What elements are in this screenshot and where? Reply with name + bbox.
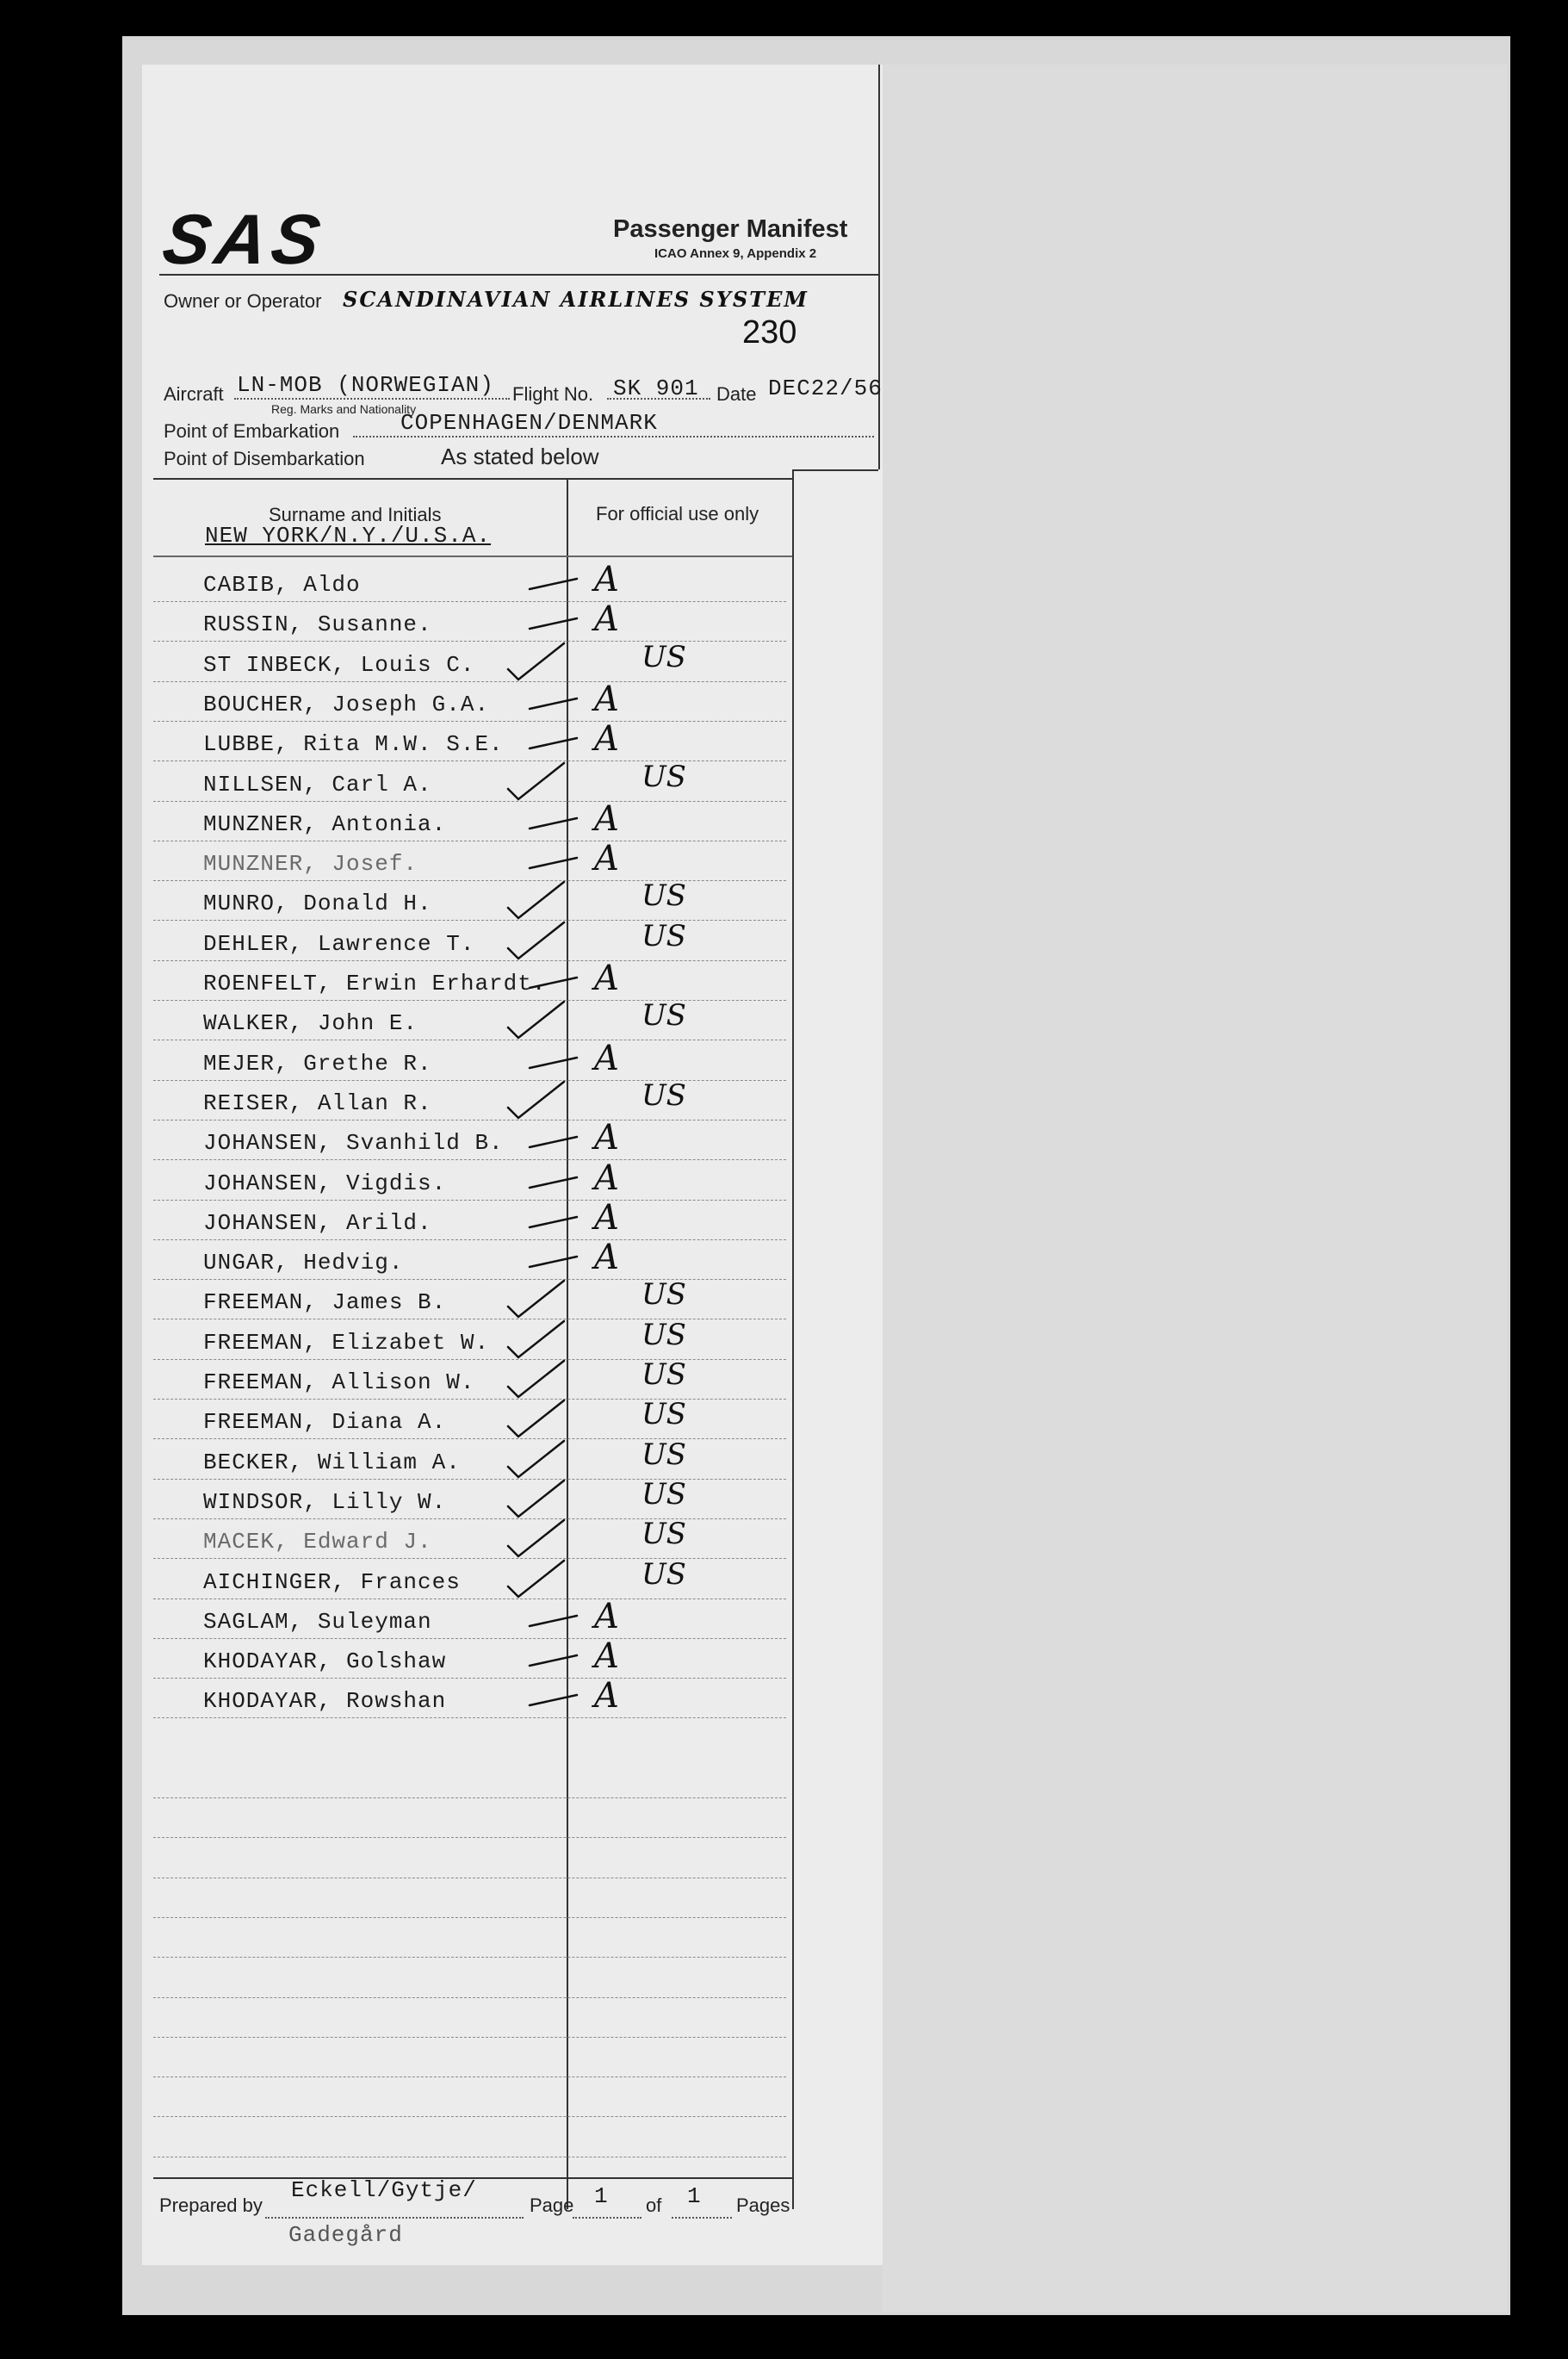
row-rule (153, 1518, 786, 1519)
row-rule (153, 1080, 786, 1081)
owner-value: SCANDINAVIAN AIRLINES SYSTEM (343, 287, 809, 312)
pages-label: Pages (736, 2194, 790, 2216)
row-rule (153, 1638, 786, 1639)
aircraft-dotline (234, 398, 510, 400)
official-mark: A (594, 1596, 619, 1636)
passenger-name: RUSSIN, Susanne. (203, 611, 432, 638)
empty-row-rule (153, 1837, 786, 1838)
flight-dotline (607, 398, 710, 400)
official-mark: US (641, 1397, 686, 1432)
owner-label: Owner or Operator (164, 290, 322, 312)
check-mark-icon (482, 1400, 586, 1443)
passenger-name: BOUCHER, Joseph G.A. (203, 691, 490, 717)
of-value: 1 (687, 2183, 702, 2209)
official-mark: US (641, 1077, 686, 1113)
manifest-title: Passenger Manifest (613, 215, 848, 243)
passenger-name: ROENFELT, Erwin Erhardt. (203, 971, 547, 996)
of-label: of (646, 2194, 662, 2216)
date-value: DEC22/56 (768, 376, 883, 401)
official-mark: A (594, 1636, 619, 1677)
row-rule (153, 1000, 786, 1001)
row-rule (153, 760, 786, 761)
official-column-right-border (792, 469, 794, 2209)
row-rule (153, 1200, 786, 1201)
row-rule (153, 880, 786, 881)
check-mark-icon (482, 1321, 586, 1364)
row-rule (153, 1359, 786, 1360)
manifest-number: 230 (742, 314, 797, 351)
official-mark: A (594, 798, 619, 839)
row-rule (153, 1279, 786, 1280)
disembark-label: Point of Disembarkation (164, 448, 365, 469)
official-mark: US (641, 1437, 686, 1472)
row-rule (153, 801, 786, 802)
official-mark: US (641, 918, 686, 953)
row-rule (153, 601, 786, 602)
check-mark-icon (482, 1561, 586, 1604)
passenger-name: REISER, Allan R. (203, 1089, 432, 1116)
passenger-name: LUBBE, Rita M.W. S.E. (203, 731, 504, 758)
row-rule (153, 641, 786, 642)
passenger-name: FREEMAN, James B. (203, 1289, 447, 1316)
passenger-name: FREEMAN, Elizabet W. (203, 1329, 490, 1356)
official-mark: A (594, 1197, 619, 1238)
official-mark: US (641, 1357, 686, 1392)
check-mark-icon (482, 1361, 586, 1404)
row-rule (153, 1120, 786, 1121)
destination: NEW YORK/N.Y./U.S.A. (205, 523, 492, 549)
empty-row-rule (153, 1997, 786, 1998)
header-right-border (878, 65, 880, 469)
embark-value: COPENHAGEN/DENMARK (400, 410, 658, 436)
official-mark: US (641, 1556, 686, 1592)
check-mark-icon (482, 1002, 586, 1045)
official-mark: US (641, 1277, 686, 1313)
prepared-dotline (265, 2217, 524, 2219)
passenger-name: WINDSOR, Lilly W. (203, 1488, 447, 1515)
row-rule (153, 1159, 786, 1160)
official-mark: US (641, 639, 686, 674)
passenger-name: FREEMAN, Allison W. (203, 1369, 475, 1395)
official-mark: A (594, 1118, 619, 1158)
header-bottom-line (153, 556, 792, 557)
official-mark: US (641, 1476, 686, 1512)
official-mark: A (594, 1676, 619, 1716)
empty-row-rule (153, 1917, 786, 1918)
official-mark: US (641, 1517, 686, 1552)
passenger-name: MUNZNER, Josef. (203, 851, 418, 878)
passenger-name: JOHANSEN, Svanhild B. (203, 1130, 504, 1157)
check-mark-icon (482, 1441, 586, 1484)
passenger-name: NILLSEN, Carl A. (203, 771, 432, 798)
official-mark: A (594, 599, 619, 640)
embark-dotline (353, 436, 874, 438)
row-rule (153, 960, 786, 961)
empty-row-rule (153, 2037, 786, 2038)
empty-row-rule (153, 1957, 786, 1958)
sas-logo: SAS (158, 201, 331, 279)
reg-marks-label: Reg. Marks and Nationality (271, 402, 417, 416)
aircraft-label: Aircraft (164, 383, 224, 405)
passenger-name: MEJER, Grethe R. (203, 1050, 432, 1077)
official-mark: A (594, 560, 619, 599)
passenger-name: AICHINGER, Frances (203, 1568, 461, 1595)
official-mark: A (594, 839, 619, 879)
check-mark-icon (482, 922, 586, 965)
of-dotline (672, 2217, 732, 2219)
flight-label: Flight No. (512, 383, 594, 405)
passenger-name: KHODAYAR, Golshaw (203, 1648, 447, 1675)
passenger-name: MUNRO, Donald H. (203, 891, 432, 917)
row-rule (153, 1479, 786, 1480)
official-mark: US (641, 759, 686, 794)
official-mark: US (641, 998, 686, 1034)
official-mark: A (594, 1158, 619, 1198)
row-rule (153, 1678, 786, 1679)
empty-row-rule (153, 1797, 786, 1798)
passenger-name: ST INBECK, Louis C. (203, 651, 475, 678)
row-rule (153, 920, 786, 921)
manifest-subtitle: ICAO Annex 9, Appendix 2 (654, 246, 817, 261)
official-column-header: For official use only (596, 503, 759, 525)
passenger-name: JOHANSEN, Arild. (203, 1209, 432, 1236)
flight-value: SK 901 (613, 376, 699, 401)
passenger-name: WALKER, John E. (203, 1010, 418, 1037)
official-mark: A (594, 959, 619, 998)
page-value: 1 (594, 2183, 609, 2209)
row-rule (153, 1239, 786, 1240)
date-label: Date (716, 383, 757, 405)
empty-row-rule (153, 2116, 786, 2117)
passenger-name: MACEK, Edward J. (203, 1529, 432, 1555)
official-mark: A (594, 679, 619, 719)
row-rule (153, 681, 786, 682)
header-step-line (792, 469, 878, 471)
disembark-value: As stated below (441, 444, 599, 469)
table-top-line (153, 478, 792, 480)
name-column-header: Surname and Initials (269, 504, 442, 525)
check-mark-icon (482, 1520, 586, 1563)
passenger-name: BECKER, William A. (203, 1449, 461, 1475)
row-rule (153, 1438, 786, 1439)
official-mark: A (594, 1038, 619, 1078)
check-mark-icon (482, 763, 586, 806)
passenger-name: FREEMAN, Diana A. (203, 1409, 447, 1436)
official-mark: US (641, 1317, 686, 1352)
prepared-label: Prepared by (159, 2194, 263, 2216)
prepared-value-2: Gadegård (288, 2222, 403, 2248)
passenger-name: MUNZNER, Antonia. (203, 810, 447, 837)
check-mark-icon (482, 1281, 586, 1324)
row-rule (153, 1717, 786, 1718)
passenger-name: SAGLAM, Suleyman (203, 1608, 432, 1635)
row-rule (153, 1399, 786, 1400)
row-rule (153, 1558, 786, 1559)
check-mark-icon (482, 882, 586, 925)
official-mark: US (641, 878, 686, 914)
page-dotline (573, 2217, 641, 2219)
passenger-name: JOHANSEN, Vigdis. (203, 1170, 447, 1196)
paper-overlay (883, 65, 1507, 2312)
check-mark-icon (482, 643, 586, 686)
passenger-name: CABIB, Aldo (203, 572, 361, 598)
embark-label: Point of Embarkation (164, 420, 340, 442)
official-mark: A (594, 719, 619, 760)
prepared-value: Eckell/Gytje/ (291, 2177, 477, 2203)
row-rule (153, 721, 786, 722)
passenger-name: UNGAR, Hedvig. (203, 1250, 404, 1276)
check-mark-icon (482, 1481, 586, 1524)
page-label: Page (530, 2194, 574, 2216)
passenger-name: KHODAYAR, Rowshan (203, 1688, 447, 1715)
check-mark-icon (482, 1082, 586, 1125)
official-mark: A (594, 1238, 619, 1278)
aircraft-value: LN-MOB (NORWEGIAN) (237, 372, 494, 398)
passenger-name: DEHLER, Lawrence T. (203, 930, 475, 957)
